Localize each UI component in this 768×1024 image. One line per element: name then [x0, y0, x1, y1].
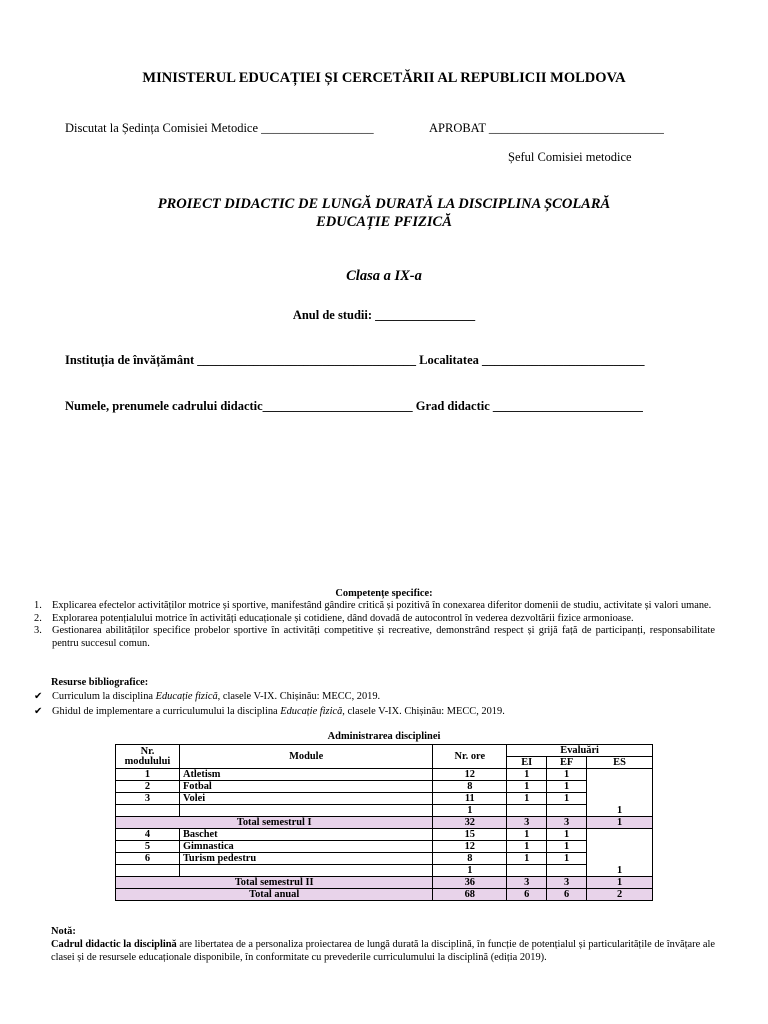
cell-total-label: Total anual — [116, 889, 433, 901]
cell-ore: 15 — [433, 829, 507, 841]
cell-ore: 1 — [433, 865, 507, 877]
cell-es — [587, 781, 653, 793]
resursa-item — [34, 689, 724, 704]
competenta-item — [34, 613, 715, 626]
resursa-italic: Educație fizică — [155, 691, 218, 702]
cell-ore: 8 — [433, 781, 507, 793]
title-line-1: PROIECT DIDACTIC DE LUNGĂ DURATĂ LA DISCIPLINA ȘCOLARĂ — [157, 196, 611, 212]
discutat-line: Discutat la Ședința Comisiei Metodice __________________ — [65, 121, 374, 135]
cell-ore: 36 — [433, 877, 507, 889]
cell-ei — [507, 865, 547, 877]
header-nr-modul: Nr. modulului — [116, 745, 180, 769]
cell-total-label: Total semestrul I — [116, 817, 433, 829]
competenta-text: Gestionarea abilităților specifice probelor sportive în activități competitive și recreative, demonstrând respect și grijă față de participanți, responsabilitate pentru succesul comun. — [52, 625, 715, 649]
competenta-item — [34, 625, 715, 650]
cell-ef: 1 — [547, 781, 587, 793]
cell-nr: 6 — [116, 853, 180, 865]
cell-nr: 4 — [116, 829, 180, 841]
cell-nr: 5 — [116, 841, 180, 853]
competenta-text: Explicarea efectelor activităților motrice și sportive, manifestând gândire critică și pozitivă în conexarea diferitor domenii de studiu, activitate și valori umane. — [52, 600, 712, 611]
cell-ei: 3 — [507, 877, 547, 889]
cell-ore: 8 — [433, 853, 507, 865]
resursa-italic: Educație fizică — [280, 706, 343, 717]
competente-title: Competențe specifice: — [335, 588, 433, 599]
cell-ei: 1 — [507, 769, 547, 781]
title-line-2: EDUCAȚIE PFIZICĂ — [316, 214, 452, 230]
cell-ef: 3 — [547, 817, 587, 829]
cell-ef: 1 — [547, 769, 587, 781]
competenta-number: 2. — [34, 612, 42, 624]
resursa-text: Ghidul de implementare a curriculumului la disciplina — [52, 706, 281, 717]
cell-ore: 68 — [433, 889, 507, 901]
cell-es: 1 — [587, 865, 653, 877]
cell-es: 1 — [587, 877, 653, 889]
cell-ef: 1 — [547, 841, 587, 853]
cell-ef — [547, 865, 587, 877]
cell-es — [587, 841, 653, 853]
cell-ef: 1 — [547, 829, 587, 841]
total-row — [116, 817, 653, 829]
competente-list — [34, 600, 715, 650]
header-evaluari: Evaluări — [507, 745, 653, 757]
cell-nr: 2 — [116, 781, 180, 793]
resursa-text: , clasele V-IX. Chișinău: MECC, 2019. — [342, 706, 505, 717]
cell-module — [179, 865, 432, 877]
nota-bold: Cadrul didactic la disciplină — [51, 939, 177, 950]
competenta-number: 3. — [34, 625, 42, 636]
cell-es — [587, 853, 653, 865]
document-title — [0, 195, 768, 231]
administrare-title: Administrarea disciplinei — [327, 731, 441, 742]
table-row — [116, 865, 653, 877]
numele-line: Numele, prenumele cadrului didactic________________________ Grad didactic ________________________ — [65, 399, 643, 413]
cell-es — [587, 793, 653, 805]
cell-ef: 1 — [547, 853, 587, 865]
cell-ef: 1 — [547, 793, 587, 805]
sef-comisie-label: Șeful Comisiei metodice — [508, 150, 632, 164]
cell-nr — [116, 805, 180, 817]
cell-nr — [116, 865, 180, 877]
table-row — [116, 853, 653, 865]
aprobat-line: APROBAT ____________________________ — [429, 121, 664, 135]
cell-ore: 32 — [433, 817, 507, 829]
resursa-item — [34, 704, 724, 719]
header-ore: Nr. ore — [433, 745, 507, 769]
cell-nr: 1 — [116, 769, 180, 781]
table-row — [116, 829, 653, 841]
cell-ore: 11 — [433, 793, 507, 805]
cell-module: Fotbal — [179, 781, 432, 793]
cell-module: Baschet — [179, 829, 432, 841]
table-row — [116, 805, 653, 817]
cell-ei: 3 — [507, 817, 547, 829]
nota-paragraph — [51, 939, 715, 964]
header-es: ES — [587, 757, 653, 769]
header-ei: EI — [507, 757, 547, 769]
nota-title: Notă: — [51, 926, 76, 937]
cell-module: Turism pedestru — [179, 853, 432, 865]
table-header-row — [116, 745, 653, 757]
header-ef: EF — [547, 757, 587, 769]
competenta-item — [34, 600, 715, 613]
cell-ore: 12 — [433, 841, 507, 853]
anul-studii-line: Anul de studii: ________________ — [292, 308, 476, 322]
checkmark-icon: ✔ — [34, 706, 43, 717]
nota-body: are libertatea de a personaliza proiectarea de lungă durată la disciplină, în funcție de potențialul și particularitățile de învățare ale clasei și de resursele educaționale disponibile, în conformitate cu prevederile curriculumului la disciplină (ediția 2019). — [51, 939, 715, 963]
cell-ei: 6 — [507, 889, 547, 901]
table-row — [116, 793, 653, 805]
cell-module — [179, 805, 432, 817]
ministry-heading: MINISTERUL EDUCAȚIEI ȘI CERCETĂRII AL REPUBLICII MOLDOVA — [142, 70, 626, 86]
cell-es: 2 — [587, 889, 653, 901]
cell-ore: 12 — [433, 769, 507, 781]
total-row — [116, 877, 653, 889]
class-heading: Clasa a IX-a — [346, 268, 422, 284]
resurse-title: Resurse bibliografice: — [51, 677, 149, 688]
cell-ef: 3 — [547, 877, 587, 889]
cell-module: Gimnastica — [179, 841, 432, 853]
cell-ei — [507, 805, 547, 817]
competenta-text: Explorarea potențialului motrice în activități educaționale și cotidiene, dând dovadă de autocontrol în vederea dezvoltării fizice armonioase. — [52, 612, 634, 624]
administrare-table — [115, 744, 653, 901]
cell-es — [587, 769, 653, 781]
competenta-number: 1. — [34, 600, 42, 611]
cell-module: Volei — [179, 793, 432, 805]
cell-ei: 1 — [507, 781, 547, 793]
resurse-list — [34, 689, 724, 719]
cell-module: Atletism — [179, 769, 432, 781]
cell-total-label: Total semestrul II — [116, 877, 433, 889]
resursa-text: Curriculum la disciplina — [52, 691, 156, 702]
table-row — [116, 769, 653, 781]
cell-ei: 1 — [507, 853, 547, 865]
cell-ore: 1 — [433, 805, 507, 817]
cell-es — [587, 829, 653, 841]
cell-ef — [547, 805, 587, 817]
cell-ei: 1 — [507, 841, 547, 853]
cell-ei: 1 — [507, 829, 547, 841]
cell-ef: 6 — [547, 889, 587, 901]
cell-nr: 3 — [116, 793, 180, 805]
cell-ei: 1 — [507, 793, 547, 805]
institutia-line: Instituția de învățământ ___________________________________ Localitatea __________________________ — [65, 353, 645, 367]
total-row — [116, 889, 653, 901]
table-row — [116, 841, 653, 853]
header-module: Module — [179, 745, 432, 769]
cell-es: 1 — [587, 805, 653, 817]
resursa-text: , clasele V-IX. Chișinău: MECC, 2019. — [217, 691, 381, 702]
checkmark-icon: ✔ — [34, 691, 43, 702]
cell-es: 1 — [587, 817, 653, 829]
table-row — [116, 781, 653, 793]
